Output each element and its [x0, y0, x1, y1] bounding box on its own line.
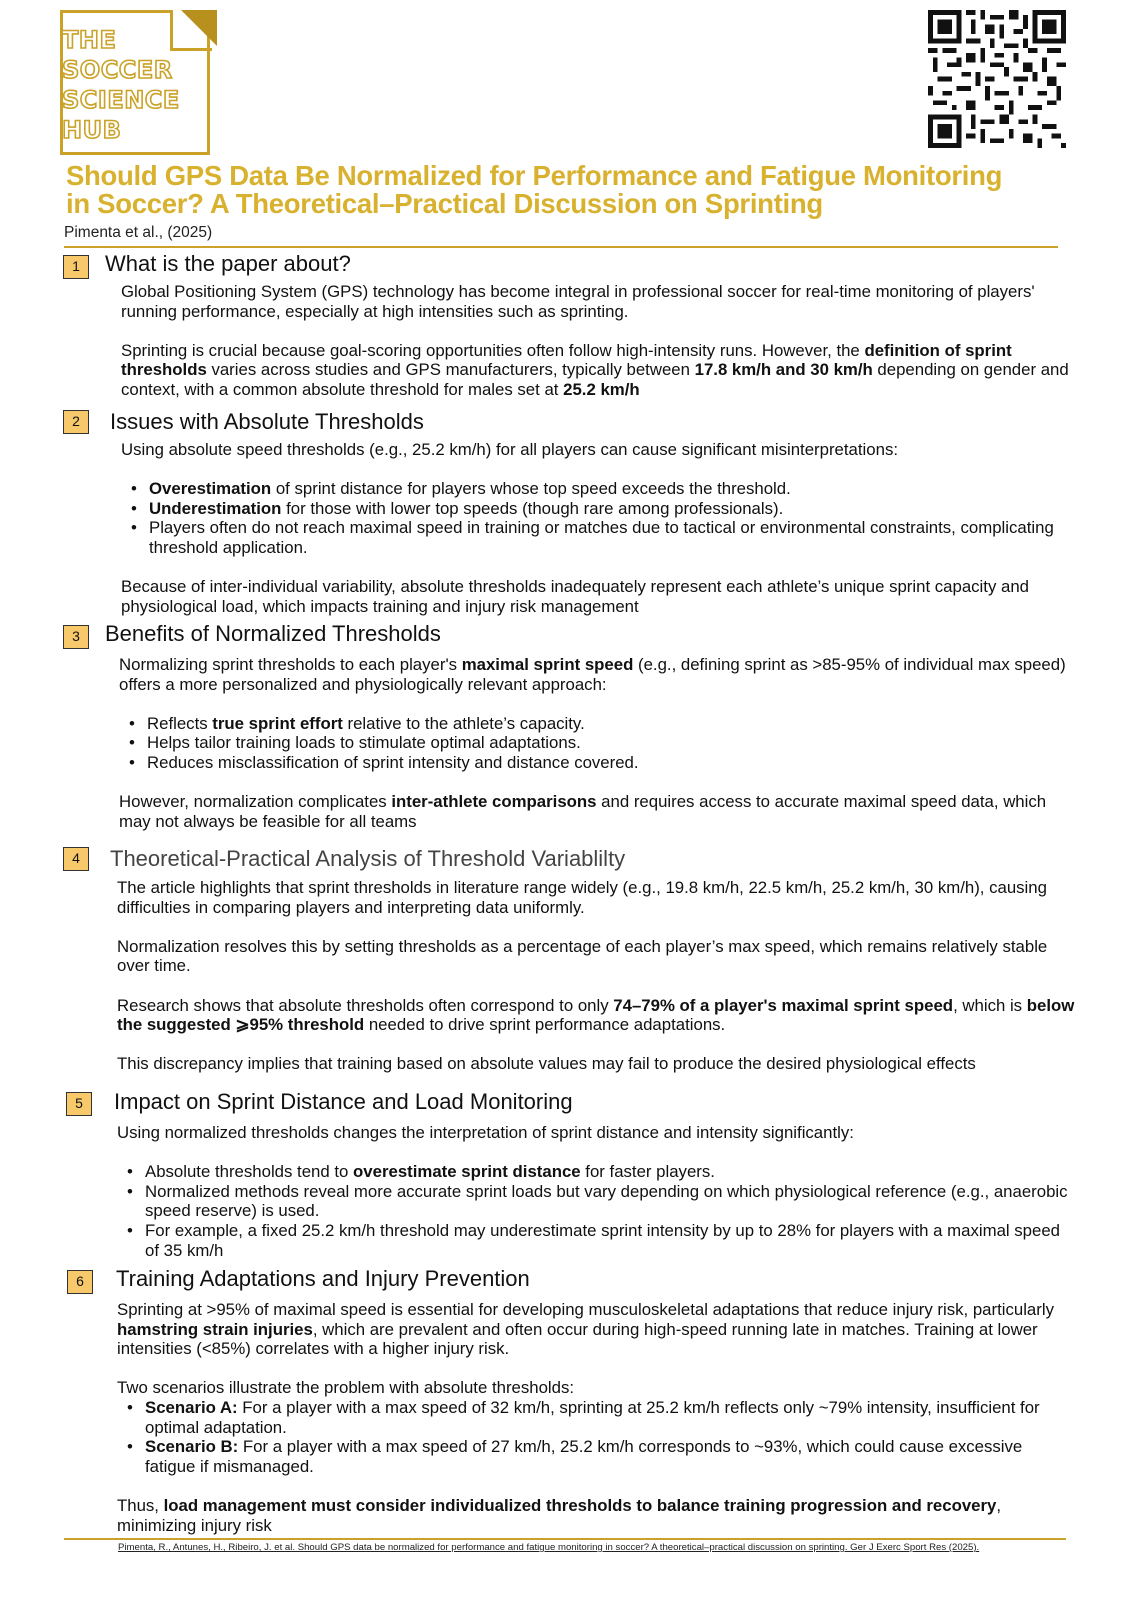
section-body: [117, 1123, 1077, 1260]
text: of sprint distance for players whose top speed exceeds the threshold.: [271, 479, 791, 499]
paragraph: [117, 996, 1077, 1035]
paragraph: [121, 341, 1071, 400]
text: , which are prevalent and often occur during high-speed running late in matches. Training at lower intensities (<85%) correlates with a higher injury risk.: [117, 1319, 1038, 1359]
section-body: [121, 282, 1071, 400]
bold-text: maximal sprint speed: [461, 655, 634, 674]
paragraph: [119, 655, 1079, 694]
section-heading: Training Adaptations and Injury Prevention: [116, 1266, 530, 1291]
page-title-line: in Soccer? A Theoretical–Practical Discussion on Sprinting: [66, 188, 823, 219]
bullet-list: [119, 714, 1079, 773]
list-item: [117, 1162, 1077, 1182]
section-body: [121, 440, 1071, 616]
list-item: [117, 1437, 1077, 1476]
page-title: [66, 162, 1066, 218]
bold-text: definition of sprint thresholds: [121, 340, 1012, 380]
text: Research shows that absolute thresholds often correspond to only: [117, 995, 614, 1015]
text: Reflects: [147, 713, 213, 733]
bold-text: 25.2 km/h: [563, 379, 640, 399]
list-item: [121, 479, 1071, 499]
list-item: [121, 499, 1071, 519]
text: Absolute thresholds tend to: [145, 1162, 354, 1182]
text: For a player with a max speed of 32 km/h, sprinting at 25.2 km/h reflects only ~79% intensity, insufficient for optimal adaptation.: [145, 1397, 1040, 1437]
text: depending on gender and context, with a common absolute threshold for males set at: [121, 360, 1069, 399]
text: (e.g., defining sprint as >85-95% of individual max speed) offers a more personalized and physiologically relevant approach:: [119, 655, 1066, 694]
logo-text-line: HUB: [62, 116, 122, 144]
section-heading: Theoretical-Practical Analysis of Threshold Variablilty: [110, 846, 626, 871]
list-item: • For example, a fixed 25.2 km/h threshold may underestimate sprint intensity by up to 28% for players with a maximal speed of 35 km/h: [117, 1221, 1077, 1260]
logo-text-line: SCIENCE: [62, 86, 180, 114]
page-title-line: Should GPS Data Be Normalized for Performance and Fatigue Monitoring: [66, 160, 1003, 191]
paragraph: This discrepancy implies that training based on absolute values may fail to produce the desired physiological effects: [117, 1054, 976, 1074]
logo-text-line: THE: [62, 26, 117, 54]
paragraph: Normalization resolves this by setting thresholds as a percentage of each player’s max speed, which remains relatively stable over time.: [117, 936, 1048, 976]
section-number-badge: 1: [63, 255, 89, 279]
text: Thus,: [117, 1495, 164, 1515]
bold-text: 17.8 km/h and 30 km/h: [694, 360, 873, 380]
section-heading: Impact on Sprint Distance and Load Monitoring: [114, 1089, 573, 1114]
section-number-badge: 6: [67, 1270, 93, 1294]
footer-citation-link[interactable]: Pimenta, R., Antunes, H., Ribeiro, J. et al. Should GPS data be normalized for performance and fatigue monitoring in soccer? A theoretical–practical discussion on sprinting. Ger J Exerc Sport Res (2025).: [118, 1542, 980, 1553]
paragraph: Using absolute speed thresholds (e.g., 25.2 km/h) for all players can cause significant misinterpretations:: [121, 440, 898, 459]
bold-text: hamstring strain injuries: [117, 1319, 313, 1339]
bold-text: load management must consider individualized thresholds to balance training progression and recovery: [163, 1495, 997, 1515]
bullet-list: [121, 479, 1071, 557]
paragraph: Using normalized thresholds changes the interpretation of sprint distance and intensity significantly:: [117, 1123, 854, 1142]
paragraph: Global Positioning System (GPS) technology has become integral in professional soccer for real-time monitoring of players' running performance, especially at high intensities such as sprinting.: [121, 282, 1035, 321]
list-item: • Reduces misclassification of sprint intensity and distance covered.: [119, 753, 1079, 773]
paragraph: Because of inter-individual variability, absolute thresholds inadequately represent each athlete’s unique sprint capacity and physiological load, which impacts training and injury risk management: [121, 577, 1029, 616]
text: and requires access to accurate maximal speed data, which may not always be feasible for all teams: [119, 792, 1047, 831]
logo-corner-line: [170, 10, 173, 50]
paragraph: [117, 1300, 1077, 1359]
text: Normalizing sprint thresholds to each player's: [119, 655, 462, 674]
text: needed to drive sprint performance adaptations.: [364, 1015, 726, 1035]
text: , minimizing injury risk: [117, 1495, 1002, 1535]
text: However, normalization complicates: [119, 792, 392, 812]
logo-corner-triangle: [181, 10, 217, 46]
logo-frame-top: [60, 10, 170, 13]
bullet-list: [117, 1398, 1077, 1476]
text: varies across studies and GPS manufacturers, typically between: [206, 360, 695, 380]
section-body: [117, 1300, 1077, 1535]
footer-divider: [64, 1538, 1066, 1540]
section-heading: Issues with Absolute Thresholds: [110, 409, 424, 434]
paragraph: The article highlights that sprint thresholds in literature range widely (e.g., 19.8 km/h, 22.5 km/h, 25.2 km/h, 30 km/h), causing difficulties in comparing players and interpreting data uniformly.: [117, 878, 1047, 917]
list-item: [119, 714, 1079, 734]
section-number-badge: 2: [63, 410, 89, 434]
list-item: • Normalized methods reveal more accurate sprint loads but vary depending on which physiological reference (e.g., anaerobic speed reserve) is used.: [117, 1182, 1077, 1221]
text: Sprinting is crucial because goal-scoring opportunities often follow high-intensity runs. However, the: [121, 340, 865, 360]
paragraph: [117, 1496, 1077, 1535]
section-heading: Benefits of Normalized Thresholds: [105, 621, 441, 646]
bold-text: 74–79% of a player's maximal sprint speed: [613, 995, 954, 1015]
section-number-badge: 5: [66, 1092, 92, 1116]
bold-text: below the suggested ⩾95% threshold: [117, 995, 1075, 1035]
authors: Pimenta et al., (2025): [64, 224, 213, 241]
text: For a player with a max speed of 27 km/h, 25.2 km/h corresponds to ~93%, which could cause excessive fatigue if mismanaged.: [145, 1437, 1023, 1476]
section-number-badge: 4: [63, 847, 89, 871]
text: for faster players.: [580, 1162, 715, 1182]
bold-text: Scenario A:: [145, 1397, 238, 1417]
bold-text: Scenario B:: [145, 1437, 239, 1457]
section-number-badge: 3: [63, 625, 89, 649]
section-body: [119, 655, 1079, 831]
logo: [60, 10, 214, 158]
section-heading: What is the paper about?: [105, 251, 351, 276]
paragraph: Two scenarios illustrate the problem with absolute thresholds:: [117, 1378, 575, 1398]
bold-text: inter-athlete comparisons: [391, 792, 597, 812]
text: relative to the athlete’s capacity.: [342, 713, 585, 733]
logo-text-line: SOCCER: [62, 56, 173, 84]
list-item: • Players often do not reach maximal speed in training or matches due to tactical or environmental constraints, complicating threshold application.: [121, 518, 1071, 557]
text: Sprinting at >95% of maximal speed is essential for developing musculoskeletal adaptations that reduce injury risk, particularly: [117, 1300, 1054, 1319]
logo-corner-line-horizontal: [170, 48, 212, 51]
bold-text: overestimate sprint distance: [353, 1162, 581, 1182]
text: for those with lower top speeds (though rare among professionals).: [281, 498, 784, 518]
text: , which is: [953, 995, 1027, 1015]
qr-code[interactable]: [928, 10, 1066, 148]
header-divider: [64, 246, 1058, 248]
bold-text: true sprint effort: [212, 713, 343, 733]
bold-text: Overestimation: [149, 479, 272, 499]
list-item: [117, 1398, 1077, 1437]
bold-text: Underestimation: [149, 498, 282, 518]
paragraph: [119, 792, 1079, 831]
bullet-list: [117, 1162, 1077, 1260]
section-body: [117, 878, 1077, 1074]
list-item: • Helps tailor training loads to stimulate optimal adaptations.: [119, 733, 1079, 753]
